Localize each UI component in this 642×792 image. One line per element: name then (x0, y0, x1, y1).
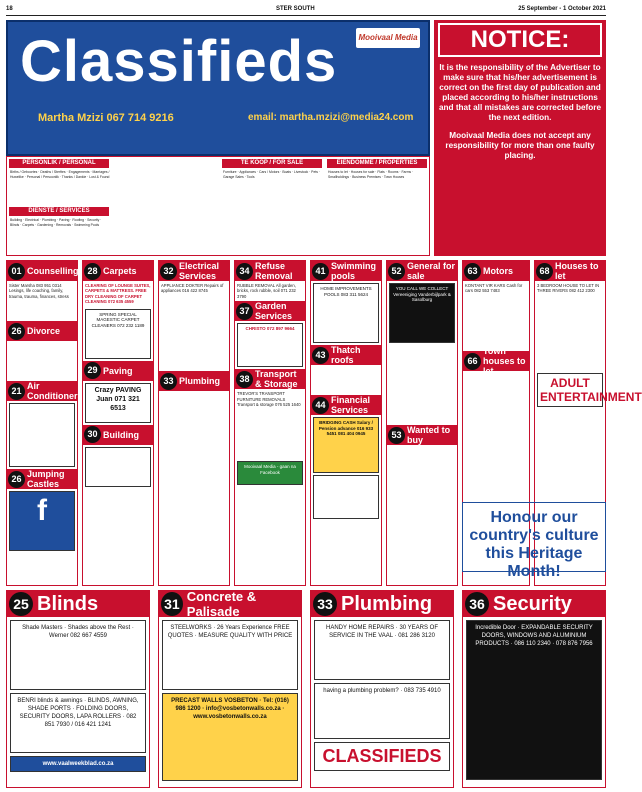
ad-plumbing-problem: having a plumbing problem? · 083 735 4910 (314, 683, 450, 739)
cat-property: EIENDOMME / PROPERTIES (327, 159, 427, 168)
section-transport: 38 Transport & Storage (235, 369, 305, 389)
cat-services-list: Building · Electrical · Plumbing · Paving · Roofing · Security · Blinds · Carpets · Gardening · Removals · Swimming Pools (10, 218, 102, 227)
column-5 (310, 260, 382, 586)
ad-adult: ADULT ENTERTAINMENT (537, 373, 603, 407)
section-paving: 29 Paving (83, 361, 153, 381)
ad-classified-stamp (313, 475, 379, 519)
column-1 (6, 260, 83, 586)
section-wanted: 53 Wanted to buy (387, 425, 457, 445)
section-divorce: 26 Divorce (7, 321, 77, 341)
section-building: 30 Building (83, 425, 153, 445)
section-motors: 63 Motors (463, 261, 529, 281)
section-blinds: 25 Blinds (7, 591, 149, 617)
notice-box (434, 20, 606, 256)
section-houses: 68 Houses to let (535, 261, 605, 281)
section-concrete: 31 Concrete & Palisade (159, 591, 301, 617)
section-plumbing-small: 33 Plumbing (159, 371, 229, 391)
page-header (6, 4, 606, 16)
ad-townhouses (463, 371, 529, 451)
heritage-ad (462, 502, 606, 580)
section-thatch: 43 Thatch roofs (311, 345, 381, 365)
notice-title: NOTICE: (438, 23, 602, 57)
plumbing-column (310, 590, 454, 788)
section-pools: 41 Swimming pools (311, 261, 381, 281)
banner-contact: Martha Mzizi 067 714 9216 (38, 112, 174, 124)
concrete-column (158, 590, 302, 788)
classified-grid (6, 260, 642, 586)
section-security: 36 Security (463, 591, 605, 617)
section-electrical: 32 Electrical Services (159, 261, 229, 281)
heritage-text: Honour our country's culture this Heritage Month! (469, 509, 599, 580)
paper-name: STER SOUTH (276, 6, 315, 12)
ad-handy-home: HANDY HOME REPAIRS · 30 YEARS OF SERVICE IN THE VAAL · 081 286 3120 (314, 620, 450, 680)
ad-appliance: APPLIANCE DOKTER Repairs of appliances 016 422 8745 (161, 283, 224, 294)
ad-rubble: RUBBLE REMOVAL All garden, bricks, rock rubble, soil 071 232 3790 (237, 283, 296, 299)
ad-aircon (9, 403, 75, 467)
classifieds-banner (6, 20, 430, 156)
facebook-icon: f (9, 491, 75, 551)
section-carpets: 28 Carpets (83, 261, 153, 281)
ad-christo: CHRISTO 072 897 9664 (237, 323, 303, 367)
section-jumping: 26 Jumping Castles (7, 469, 77, 489)
cat-property-list: Houses to let · Houses for sale · Flats · Rooms · Farms · Smallholdings · Business Premises · Town Houses (328, 170, 414, 179)
ad-plumbing-small (159, 391, 229, 511)
column-3 (158, 260, 230, 586)
ad-transport: TREVOR'S TRANSPORT FURNITURE REMOVALS Transport & storage 076 525 1640 (237, 391, 301, 408)
ad-paving: Crazy PAVING Juan 071 321 6513 (85, 383, 151, 423)
ad-thatch (311, 365, 381, 395)
column-6 (386, 260, 458, 586)
banner-email: email: martha.mzizi@media24.com (248, 112, 414, 123)
section-general: 52 General for sale (387, 261, 457, 281)
cat-forsale: TE KOOP / FOR SALE (222, 159, 322, 168)
blinds-column (6, 590, 150, 788)
banner-title: Classifieds (20, 29, 338, 94)
ad-building (85, 447, 151, 487)
category-index (6, 156, 430, 256)
ad-incredible-door: Incredible Door · EXPANDABLE SECURITY DOORS, WINDOWS AND ALUMINIUM PRODUCTS · 086 110 2340 · 078 876 7956 (466, 620, 602, 780)
ad-vosbeton: PRECAST WALLS VOSBETON · Tel: (016) 986 1200 · info@vosbetonwalls.co.za · www.vosbetonwalls.co.za (162, 693, 298, 781)
ad-mooivaal-facebook: Mooivaal Media - gaan na Facebook (237, 461, 303, 485)
column-2 (82, 260, 154, 586)
ad-houses: 3 BEDROOM HOUSE TO LET IN THREE RIVERS 082 412 2300 (537, 283, 600, 294)
cat-forsale-list: Furniture · Appliances · Cars / Motors · Boats · Livestock · Pets · Garage Sales · Tools (223, 170, 321, 179)
ad-steelworks: STEELWORKS · 26 Years Experience FREE QUOTES · MEASURE QUALITY WITH PRICE (162, 620, 298, 690)
feature-ads (6, 590, 606, 788)
section-aircon: 21 Air Conditioners (7, 381, 77, 401)
cat-services: DIENSTE / SERVICES (9, 207, 109, 216)
classifieds-stamp: CLASSIFIEDS (314, 742, 450, 771)
ad-divorce (7, 341, 77, 381)
ad-pools: HOME IMPROVEMENTS POOLS 083 311 5624 (313, 283, 379, 343)
ad-shade-masters: Shade Masters · Shades above the Rest · Werner 082 667 4559 (10, 620, 146, 690)
brand-logo: Mooivaal Media (356, 28, 420, 48)
section-garden: 37 Garden Services (235, 301, 305, 321)
ad-motors: KONTANT VIR KARS Cash for cars 082 553 7483 (465, 283, 523, 294)
ad-spring-carpets: SPRING SPECIAL MAGESTIC CARPET CLEANERS 072 232 1189 (85, 309, 151, 359)
ad-counselling: Sister Marsha 083 951 0314 Lesings, life coaching, family, trauma, trauma, finances, stress (9, 283, 69, 299)
cat-personal-list: Births / Geboortes · Deaths / Sterftes · Engagements · Marriages / Huwelike · Personal / Persoonlik · Thanks / Dankie · Lost & Found (10, 170, 110, 179)
issue-date: 25 September - 1 October 2021 (518, 6, 606, 12)
security-column (462, 590, 606, 788)
ad-sell: YOU CALL WE COLLECT Vereeniging Vanderbijlpark & Sasolburg (389, 283, 455, 343)
website-link[interactable]: www.vaalweekblad.co.za (10, 756, 146, 772)
section-refuse: 34 Refuse Removal (235, 261, 305, 281)
section-counselling: 01 Counselling (7, 261, 77, 281)
ad-benri: BENRI blinds & awnings · BLINDS, AWNING, SHADE PORTS · FOLDING DOORS, SECURITY DOORS, LAPA ROLLERS · 082 851 7930 / 016 421 1241 (10, 693, 146, 753)
column-4 (234, 260, 306, 586)
section-townhouses: 66 Town houses to let (463, 351, 529, 371)
section-financial: 44 Financial Services (311, 395, 381, 415)
page-number: 18 (6, 6, 13, 12)
notice-text-2: Mooivaal Media does not accept any responsibility for more than one faulty placing. (445, 131, 595, 160)
cat-personal: PERSONLIK / PERSONAL (9, 159, 109, 168)
ad-general-text (387, 345, 457, 425)
section-plumbing: 33 Plumbing (311, 591, 453, 617)
ad-wanted (387, 445, 457, 505)
notice-text-1: It is the responsibility of the Advertiser to make sure that his/her advertisement is correct on the first day of publication and placed according to his/her instructions and that all mistakes are corrected before the next edition. (439, 63, 601, 122)
ad-bridging: BRIDGING CASH Salary / Pension advance 016 933 5451 081 404 0945 (313, 417, 379, 473)
ad-carpets: CLEARING OF LOUNGE SUITES, CARPETS & MATTRESS. FREE DRY CLEANING OF CARPET CLEANING 072 635 4559 (85, 283, 151, 305)
